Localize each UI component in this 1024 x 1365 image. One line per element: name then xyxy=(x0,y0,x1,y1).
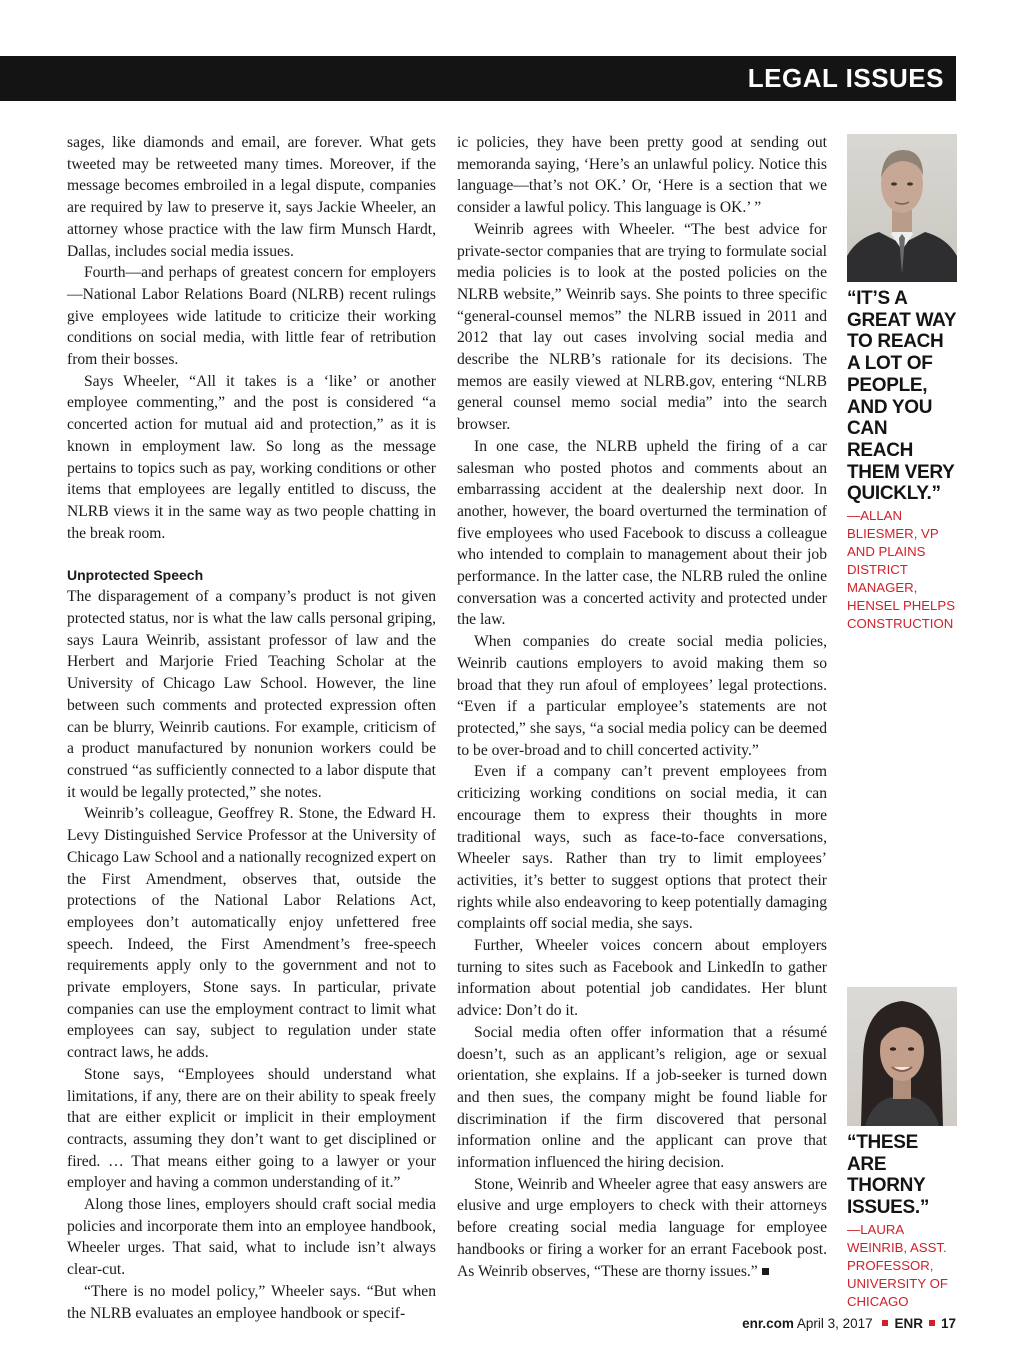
paragraph: Weinrib agrees with Wheeler. “The best advice for private-sector companies that are trying to formulate social media policies is to look at the posted policies on the NLRB website,” Weinrib says. She points to three specific “general-counsel memos” the NLRB issued in 2011 and 2012 that lay out cases involving social media and describe the NLRB’s rationale for its decisions. The memos are easily viewed at NLRB.gov, entering “NLRB general counsel memo social media” into the search browser. xyxy=(457,220,827,434)
section-header-bar xyxy=(0,56,956,101)
paragraph: Further, Wheeler voices concern about employers turning to sites such as Facebook and LinkedIn to gather information about potential job candidates. Her blunt advice: Don’t do it. xyxy=(457,937,827,1020)
footer-separator-icon xyxy=(929,1320,935,1326)
pull-quote-1 xyxy=(847,134,957,633)
paragraph: Social media often offer information that a résumé doesn’t, such as an applicant’s religion, age or sexual orientation, she explains. If a job-seeker is turned down and then sues, the company might be found liable for discrimination if the firm discovered that personal information online and the applicant can prove that information influenced the hiring decision. xyxy=(457,1023,827,1172)
paragraph: “There is no model policy,” Wheeler says. “But when the NLRB evaluates an employee handbook or specif- xyxy=(67,1282,436,1322)
end-of-article-icon xyxy=(762,1268,769,1275)
pull-quote-attribution: —LAURA WEINRIB, ASST. PROFESSOR, UNIVERSITY OF CHICAGO xyxy=(847,1221,948,1309)
paragraph: ic policies, they have been pretty good at sending out memoranda saying, ‘Here’s an unlawful policy. Notice this language—that’s not OK.’ Or, ‘Here is a section that we consider a lawful policy. This language is OK.’ ” xyxy=(457,134,827,217)
paragraph: The disparagement of a company’s product is not given protected status, nor is what the law calls personal griping, says Laura Weinrib, assistant professor of law and the Herbert and Marjorie Fried Teaching Scholar at the University of Chicago Law School. However, the line between such comments and protected expression often can be blurry, Weinrib cautions. For example, criticism of a product manufactured by nonunion workers could be construed “as sufficiently connected to a labor dispute that it would be legally protected,” she notes. xyxy=(67,588,436,801)
pull-quote-text: “IT’S A GREAT WAY TO REACH A LOT OF PEOPLE, AND YOU CAN REACH THEM VERY QUICKLY.” xyxy=(847,288,956,505)
paragraph: Stone says, “Employees should understand what limitations, if any, there are on their ability to speak freely that are either explicit or implicit in their employment contracts, assuming they don’t want to get disciplined or fired. … That means either going to a lawyer or your employer and having a common understanding of it.” xyxy=(67,1065,436,1192)
paragraph: Says Wheeler, “All it takes is a ‘like’ or another employee commenting,” and the post is considered “a concerted action for mutual aid and protection,” as it is known in employment law. So long as the message pertains to topics such as pay, working conditions or other items that employees are legally entitled to discuss, the NLRB views it in the same way as two people chatting in the break room. xyxy=(67,372,436,542)
subhead-unprotected-speech: Unprotected Speech xyxy=(67,567,204,584)
paragraph: When companies do create social media policies, Weinrib cautions employers to avoid making them so broad that they run afoul of employees’ legal protections. “Even if a particular employee’s statements are not protected,” she says, “a social media policy can be deemed to be over-broad and to chill concerted activity.” xyxy=(457,633,827,759)
paragraph: sages, like diamonds and email, are forever. What gets tweeted may be retweeted many times. Moreover, if the message becomes embroiled in a legal dispute, companies are required by law to preserve it, says Jackie Wheeler, an attorney whose practice with the law firm Munsch Hardt, Dallas, includes social media issues. xyxy=(67,134,436,260)
pull-quote-2 xyxy=(847,987,957,1311)
article-column-1 xyxy=(67,132,436,1324)
footer-magazine: ENR xyxy=(894,1316,923,1331)
man-portrait-icon xyxy=(847,134,957,282)
paragraph: Along those lines, employers should craft social media policies and incorporate them into an employee handbook, Wheeler urges. That said, what to include isn’t always clear-cut. xyxy=(67,1196,436,1279)
paragraph-final-text: Stone, Weinrib and Wheeler agree that easy answers are elusive and urge employers to check with their attorneys before creating social media language for employee handbooks or firing a worker for an errant Facebook post. As Weinrib observes, “These are thorny issues.” xyxy=(457,1175,827,1280)
woman-portrait-icon xyxy=(847,987,957,1126)
pull-quote-text: “THESE ARE THORNY ISSUES.” xyxy=(847,1132,930,1219)
footer-separator-icon xyxy=(882,1320,888,1326)
article-column-2 xyxy=(457,132,827,1282)
paragraph: Fourth—and perhaps of greatest concern for employers—National Labor Relations Board (NLRB) recent rulings give employees wide latitude to criticize their working conditions on social media, with little fear of retribution from their bosses. xyxy=(67,264,436,369)
footer-date: April 3, 2017 xyxy=(796,1316,873,1331)
paragraph: In one case, the NLRB upheld the firing of a car salesman who posted photos and comments about an embarrassing accident at the dealership next door. In another, however, the board overturned the termination of five employees who used Facebook to discuss a colleague who intended to complain to management about their job performance. In the latter case, the NLRB ruled the online conversation was a concerted activity and protected under the law. xyxy=(457,437,827,629)
paragraph: Even if a company can’t prevent employees from criticizing working conditions on social media, it can encourage them to express their thoughts in more traditional ways, such as face-to-face conversations, Wheeler says. Rather than try to limit employees’ activities, it’s better to suggest options that protect their rights while also endeavoring to keep potentially damaging complaints off social media, she says. xyxy=(457,763,827,933)
page-footer xyxy=(742,1316,956,1331)
man-portrait-photo xyxy=(847,134,957,282)
paragraph-final xyxy=(457,1174,827,1283)
footer-site: enr.com xyxy=(742,1316,794,1331)
pull-quote-attribution: —ALLAN BLIESMER, VP AND PLAINS DISTRICT MANAGER, HENSEL PHELPS CONSTRUCTION xyxy=(847,508,955,632)
section-title: LEGAL ISSUES xyxy=(747,63,944,93)
paragraph: Weinrib’s colleague, Geoffrey R. Stone, the Edward H. Levy Distinguished Service Professor at the University of Chicago Law School and a nationally recognized expert on the First Amendment, observes that, outside the protections of the National Labor Relations Act, employees don’t automatically enjoy unfettered free speech. Indeed, the First Amendment’s free-speech requirements apply only to the government and not to private employers, Stone says. In particular, private companies can use the employment contract to limit what employees can say, subject to regulation under state contract laws, he adds. xyxy=(67,805,436,1062)
page-number: 17 xyxy=(940,1316,956,1331)
woman-portrait-photo xyxy=(847,987,957,1126)
